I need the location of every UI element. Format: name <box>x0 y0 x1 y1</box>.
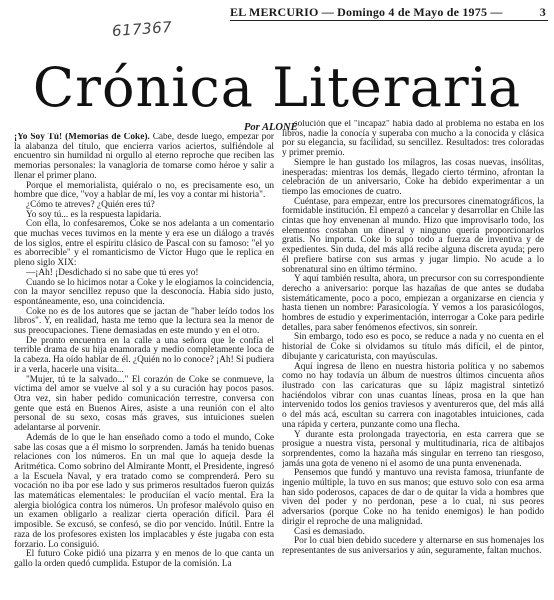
paragraph: Sin embargo, todo eso es poco, se reduce a nada y no cuenta en el historial de Coke si olvidamos su título más difícil, el de pintor, dibujante y caricaturista, con mayúsculas. <box>282 332 544 362</box>
paragraph: El futuro Coke pidió una pizarra y en menos de lo que canta un gallo la orden quedó cumplida. Estupor de la comisión. La <box>14 549 274 569</box>
paragraph: Casi es demasiado. <box>294 526 366 537</box>
paragraph: ¡Yo Soy Tú! (Memorias de Coke). Cabe, desde luego, empezar por la alabanza del título, que encierra varios aciertos, sulfiéndole al encuentro sin humildad ni orgullo al eterno reproche que reciben las memorias personales: la vanagloria de tomarse como héroe y salir a llenar el primer plano. <box>14 133 274 181</box>
publication-date: Domingo 4 de Mayo de 1975 <box>337 5 488 19</box>
paragraph: Cuando se lo hicimos notar a Coke y le elogiamos la coincidencia, con la mayor sencillez repuso que la desconocía. Había sido justo, espontáneamente, eso, una coincidencia. <box>14 277 274 307</box>
paragraph: Y durante esta prolongada trayectoria, en esta carrera que se prosigue a nuestra vista, personal y multitudinaria, rica de altibajos sorprendentes, como la hazaña más singular en terreno tan riesgoso, jamás una gota de veneno ni el asomo de una punta envenenada. <box>282 429 544 469</box>
paragraph: Coke no es de los autores que se jactan de "haber leído todos los libros". Y, en realidad, hasta me temo que la lectura sea la menor de sus preocupaciones. Tiene demasiadas en este mundo y en el otro. <box>14 306 274 337</box>
paragraph: Cuéntase, para empezar, entre los precursores cinematográficos, la formidable institución. El empezó a cancelar y desarrollar en Chile las cintas que hoy envenenan al mundo. Hizo que improvisarlo todo, los elementos costaban un dineral y ninguno quería proporcionarlos gratis. No importa. Coke lo supo todo a fuerza de inventiva y de expedientes. Sin duda, del más allá recibe alguna discreta ayuda; pero él prefiere batirse con sus armas y jugar limpio. No acude a lo sobrenatural sino en último término. <box>282 196 544 275</box>
paragraph: Porque el memorialista, quiéralo o no, es precisamente eso, un hombre que dice, "voy a hablar de mí, les voy a contar mi historia". <box>14 180 274 201</box>
paragraph: Además de lo que le han enseñado como a todo el mundo, Coke sabe las cosas que a él mismo lo sorprenden. Jamás ha tenido buenas relaciones con los números. En un mal que lo aqueja desde la Aritmética. Como sobrino del Almirante Montt, el Presidente, ingresó a la Escuela Naval, y era tratado como se comprenderá. Pero su vocación no iba por ese lado y sus primeros resultados fueron quizás las matemáticas elementales: le produciían el vacío mental. Era la alergia biológica contra los números. Un profesor malévolo quiso en un examen obligarlo a realizar cierta operación difícil. Para él imposible. Se excusó, se confesó, se dio por vencido. Inútil. Entre la raza de los profesores existen los implacables y éste jugaba con esta forzario. Lo consiguió. <box>14 432 274 550</box>
newspaper-header: EL MERCURIO — Domingo 4 de Mayo de 1975 — 3 <box>230 5 546 19</box>
paragraph: —¡Ah! ¡Desdichado si no sabe que tú eres yo! <box>26 267 199 278</box>
paragraph: Aquí ingresa de lleno en nuestra historia política y no sabemos como no hay todavía un álbum de nuestros últimos cincuenta años ilustrado con las caricaturas que su lápiz magistral sintetizó haciéndolos vibrar con unas cuantas líneas, prosa en la que han intervenido todos los genios traviesos y aventureros que, del más allá o del más acá, escultan su carrera con inagotables intuiciones, cada una rápida y certera, punzante como una flecha. <box>282 361 544 430</box>
paragraph: Con ella, lo confesaremos, Coke se nos adelanta a un comentario que muchas veces tuvimos en la mente y era ese un diálogo a través de los siglos, entre el espíritu clásico de Pascal con su famoso: "el yo es aborrecible" y el romanticismo de Víctor Hugo que le replica en pleno siglo XIX: <box>14 219 274 269</box>
paragraph: solución que el "incapaz" había dado al problema no estaba en los libros, nadie la conocía y superaba con mucho a la conocida y clásica por su elegancia, su facilidad, su sencillez. Resultados: tres coloradas y primer premio. <box>282 120 544 159</box>
archive-stamp: 617367 <box>111 17 173 41</box>
header-rule <box>230 20 548 21</box>
page-number: 3 <box>539 5 546 19</box>
paragraph: Y aquí también resulta, ahora, un precursor con su correspondiente derecho a aniversario: porque las hazañas de que antes se dudaba sistemáticamente, poco a poco, empiezan a organizarse en ciencia y hasta tienen un nombre: Parasicología. Y vemos a los parasicólogos, hombres de estudio y experimentación, interrogar a Coke para pedirle detalles, para saber fenómenos efectivos, sin sonreír. <box>282 274 544 333</box>
paragraph: Siempre le han gustado los milagros, las cosas nuevas, insólitas, inesperadas: mientras los demás, llegado cierto término, afrontan la celebración de un aniversario, Coke ha debido experimentar a un tiempo las emociones de cuatro. <box>282 157 544 197</box>
paragraph: Yo soy tú... es la respuesta lapidaria. <box>26 209 162 220</box>
paragraph: ¿Cómo te atreves? ¿Quién eres tú? <box>26 199 155 210</box>
paragraph: Por lo cual bien debido sucedere y alternarse en sus homenajes los representantes de sus aniversarios y aún, seguramente, faltan muchos. <box>282 536 544 556</box>
paragraph: Pensemos que fundó y mantuvo una revista famosa, triunfante de ingenio múltiple, la tuvo en sus manos; que estuvo solo con esa arma han sido poderosos, capaces de dar o de quitar la vida a hombres que viven del poder y no perdonan, pese a lo cual, ni sus peores adversarios (porque Coke no ha tenido enemigos) le han podido dirigir el reproche de una malignidad. <box>282 468 544 527</box>
article-column-left <box>14 133 274 595</box>
paragraph: De pronto encuentra en la calle a una señora que le confía el terrible drama de su hija enamorada y medio completamente loca de la cabeza. Ha oído hablar de él. ¿Quién no lo conoce? ¡Ah! Si pudiera ir a verla, hacerle una visita... <box>14 335 274 375</box>
article-byline: Por ALONE <box>244 122 298 133</box>
article-title: Crónica Literaria <box>32 56 522 119</box>
article-column-right <box>282 120 544 596</box>
publication-name: EL MERCURIO <box>230 5 319 19</box>
paragraph: "Mujer, tú te la salvado..." El corazón de Coke se conmueve, la víctima del amor se vuelve al sol y a su curación hay pocos pasos. Otra vez, sin haber pedido comunicación terrestre, conversa con gente que está en Buenos Aires, asiste a una reunión con el alto personal de su sexo, cosas más graves, sus intuiciones suelen adelantarse al porvenir. <box>14 374 274 434</box>
